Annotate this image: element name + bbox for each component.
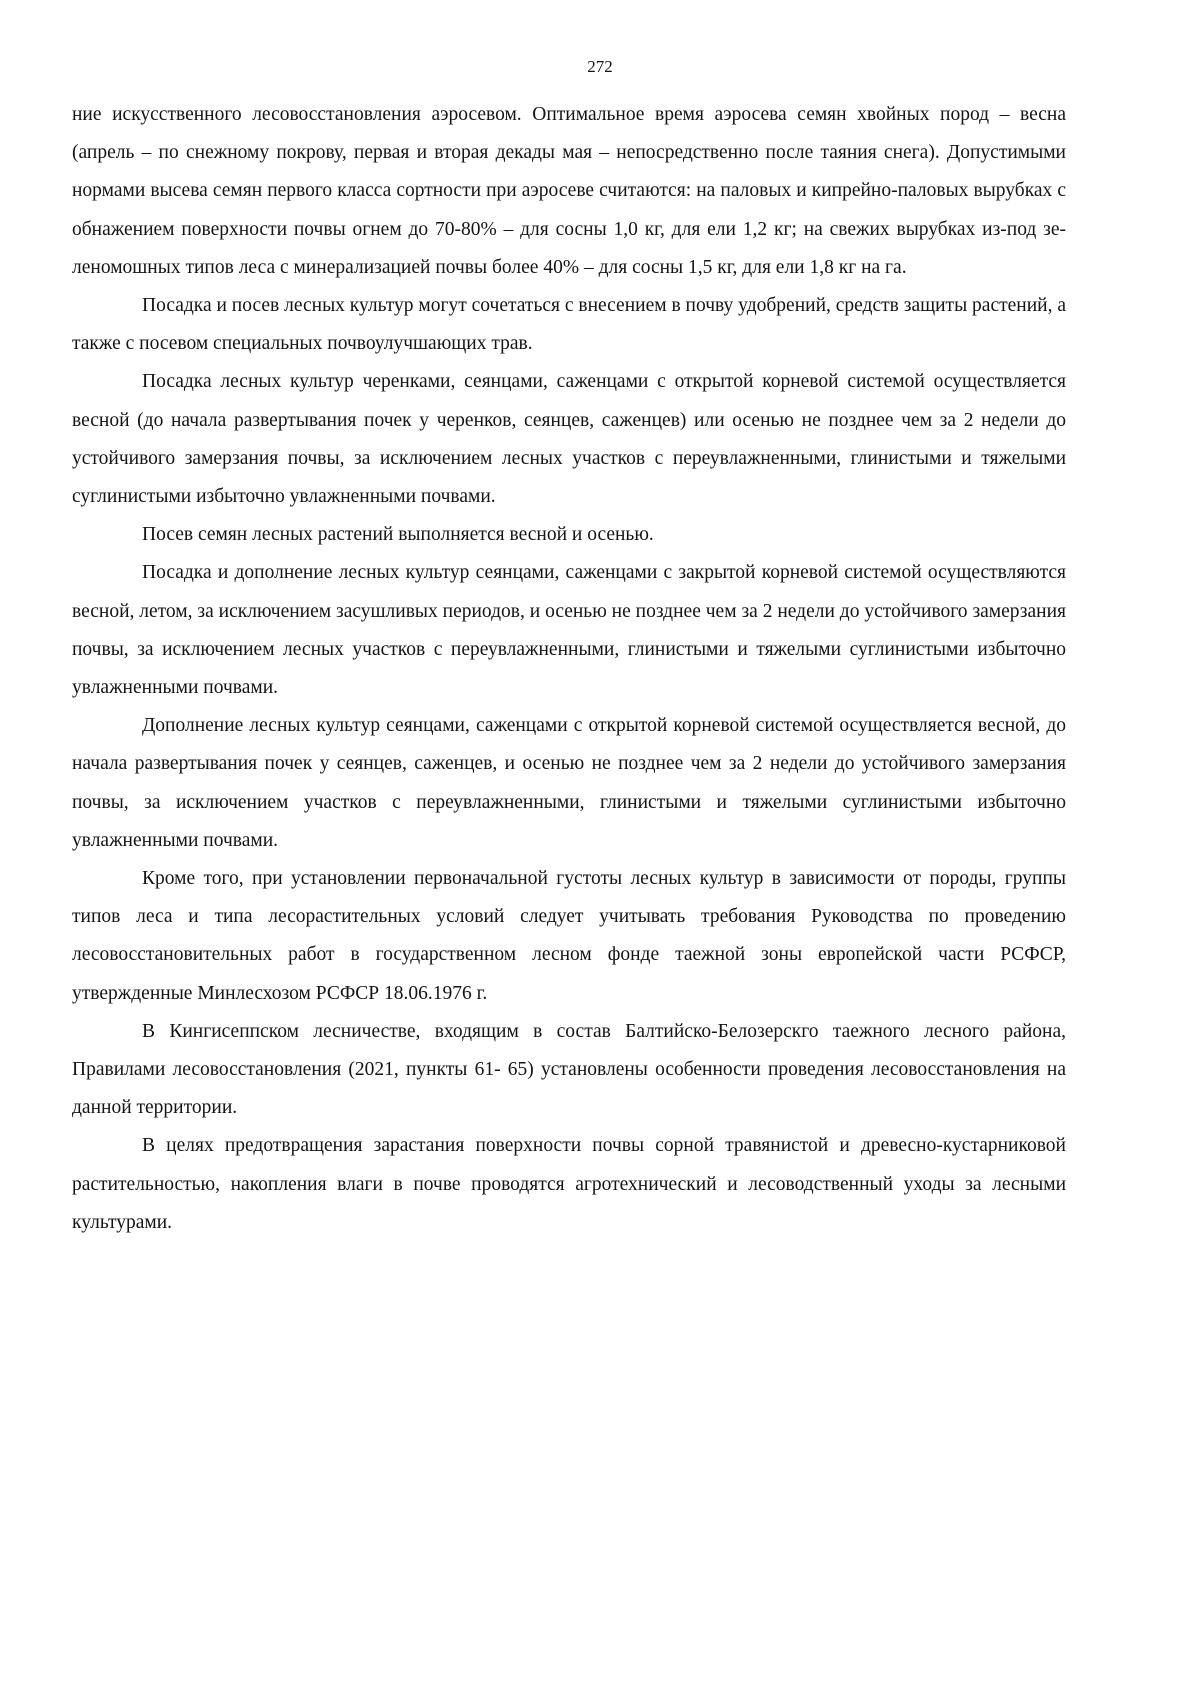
paragraph: Посадка лесных культур черенками, сеянцами, саженцами с открытой корневой системой осуществляется весной (до начала развертывания почек у черенков, сеянцев, саженцев) или осенью не позднее чем за 2 недели до устойчивого замерзания почвы, за исключением лесных участков с переувлажненными, глинистыми и тяжелыми суглинистыми избыточно увлажненными почвами. xyxy=(72,371,1066,508)
paragraph: В Кингисеппском лесничестве, входящим в состав Балтийско-Белозерскго таежного лесного района, Правилами лесовосстановления (2021, пункты 61- 65) установлены особенности проведения лесовосстановления на данной территории. xyxy=(72,1020,1066,1119)
paragraph: В целях предотвращения зарастания поверхности почвы сорной травянистой и древесно-кустарниковой растительностью, накопления влаги в почве проводятся агротехнический и лесоводственный уходы за лесными культурами. xyxy=(72,1135,1066,1233)
body-text xyxy=(72,96,1066,1242)
page-number: 272 xyxy=(587,57,613,76)
paragraph: Посев семян лесных растений выполняется весной и осенью. xyxy=(142,524,654,546)
paragraph: Кроме того, при установлении первоначальной густоты лесных культур в зависимости от породы, группы типов леса и типа лесорастительных условий следует учитывать требования Руководства по проведению лесовосстановительных работ в государственном лесном фонде таежной зоны европейской части РСФСР, утвержденные Минлесхозом РСФСР 18.06.1976 г. xyxy=(72,868,1066,1004)
paragraph: Посадка и посев лесных культур могут сочетаться с внесением в почву удобрений, средств защиты растений, а также с посевом специальных почвоулучшающих трав. xyxy=(72,295,1066,355)
paragraph: Дополнение лесных культур сеянцами, саженцами с открытой корневой системой осуществляется весной, до начала развертывания почек у сеянцев, саженцев, и осенью не позднее чем за 2 недели до устойчивого замерзания почвы, за исключением участков с переувлажненными, глинистыми и тяжелыми суглинистыми избыточно увлажненными почвами. xyxy=(72,715,1066,851)
paragraph: ние искусственного лесовосстановления аэросевом. Оптимальное время аэросева семян хвойных пород – весна (апрель – по снежному покрову, первая и вторая декады мая – непосредственно после таяния снега). Допустимыми нормами высева семян первого класса сортности при аэросеве считаются: на паловых и кипрейно-паловых вырубках с обнажением поверхности почвы огнем до 70-80% – для сосны 1,0 кг, для ели 1,2 кг; на свежих вырубках из-под зеленомошных типов леса с минерализацией почвы более 40% – для сосны 1,5 кг, для ели 1,8 кг на га. xyxy=(72,104,1066,278)
paragraph: Посадка и дополнение лесных культур сеянцами, саженцами с закрытой корневой системой осуществляются весной, летом, за исключением засушливых периодов, и осенью не позднее чем за 2 недели до устойчивого замерзания почвы, за исключением лесных участков с переувлажненными, глинистыми и тяжелыми суглинистыми избыточно увлажненными почвами. xyxy=(72,562,1066,699)
